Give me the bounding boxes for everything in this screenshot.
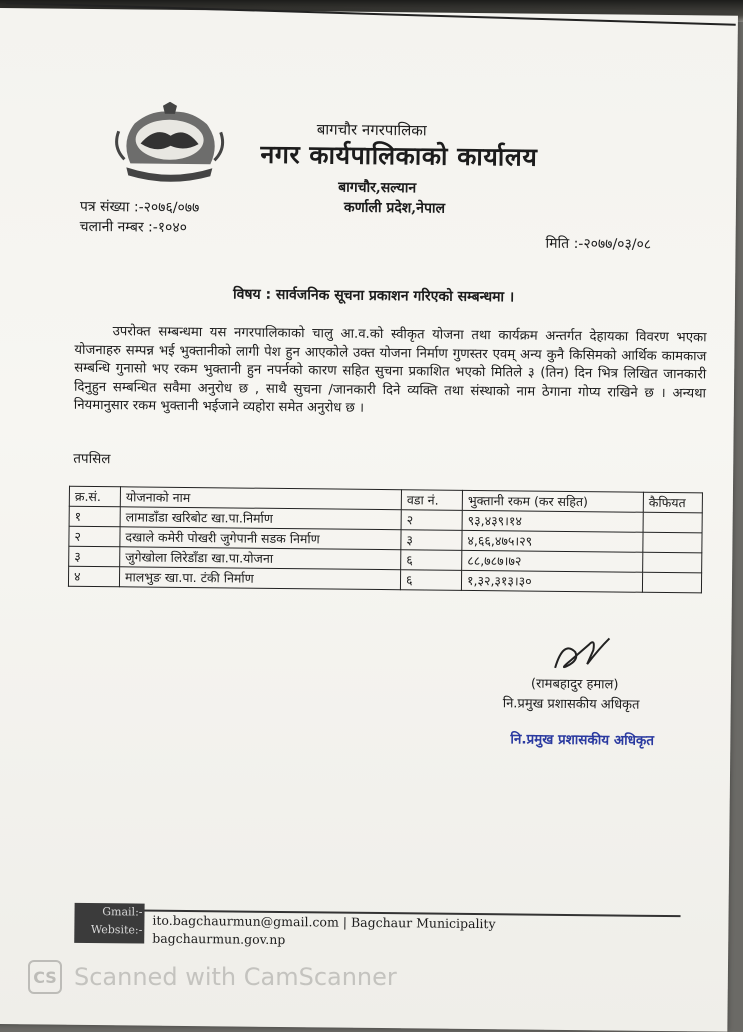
- col-header-amount: भुक्तानी रकम (कर सहित): [462, 490, 643, 512]
- dispatch-number: चलानी नम्बर :-१०४०: [79, 218, 188, 236]
- cell-amount: १,३२,३१३।३०: [461, 570, 642, 592]
- website-label: Website:-: [90, 923, 143, 937]
- cell-serial: ४: [68, 566, 119, 587]
- payment-schedule-table: [68, 486, 703, 594]
- subject-line: विषय : सार्वजनिक सूचना प्रकाशन गरिएको सम्बन्धमा ।: [232, 286, 515, 306]
- office-name: नगर कार्यपालिकाको कार्यालय: [260, 139, 538, 172]
- cell-remarks: [643, 552, 702, 573]
- cell-remarks: [643, 512, 702, 533]
- cell-project: जुगेखोला लिरेडाँडा खा.पा.योजना: [120, 547, 401, 570]
- cell-serial: ३: [69, 546, 120, 567]
- footer-labels: [74, 903, 144, 944]
- camscanner-logo-icon: CS: [28, 960, 62, 994]
- gmail-value: ito.bagchaurmun@gmail.com | Bagchaur Municipality: [152, 912, 496, 932]
- signature-mark-icon: [549, 630, 613, 677]
- cell-serial: २: [69, 526, 120, 547]
- letter-number: पत्र संख्या :-२०७६/०७७: [79, 198, 200, 217]
- cell-ward: २: [401, 510, 462, 531]
- notice-paragraph: उपरोक्त सम्बन्धमा यस नगरपालिकाको चालु आ.व.को स्वीकृत योजना तथा कार्यक्रम अन्तर्गत देहायका विवरण भएका योजनाहरु सम्पन्न भई भुक्तानीको लागी पेश हुन आएकोले उक्त योजना निर्माण गुणस्तर एवम् अन्य कुनै किसिमको आर्थिक कामकाज सम्बन्धि गुनासो भए रकम भुक्तानी हुन नपर्नको कारण सहित सुचना प्रकाशित भएको मितिले ३ (तिन) दिन भित्र लिखित जानकारी दिनुहुन सम्बन्धित सवैमा अनुरोध छ , साथै सुचना /जानकारी दिने व्यक्ति तथा संस्थाको नाम ठेगाना गोप्य राखिने छ । अन्यथा नियमानुसार रकम भुक्तानी भईजाने व्यहोरा समेत अनुरोध छ ।: [73, 324, 707, 417]
- cell-project: दखाले कमेरी पोखरी जुगेपानी सडक निर्माण: [120, 527, 401, 550]
- cell-remarks: [643, 532, 702, 553]
- camscanner-text: Scanned with CamScanner: [74, 963, 397, 991]
- municipality-name: बागचौर नगरपालिका: [316, 120, 427, 140]
- notice-body: [74, 323, 707, 423]
- address-line2: कर्णाली प्रदेश,नेपाल: [343, 199, 446, 217]
- footer-values: [152, 912, 495, 952]
- nepal-government-emblem-icon: [110, 101, 229, 184]
- official-stamp: नि.प्रमुख प्रशासकीय अधिकृत: [510, 731, 655, 749]
- col-header-remarks: कैफियत: [643, 492, 702, 513]
- cell-remarks: [642, 572, 701, 593]
- cell-amount: ८८,७८७।७२: [462, 550, 643, 572]
- col-header-serial: क्र.सं.: [69, 486, 120, 507]
- cell-ward: ३: [401, 530, 462, 551]
- col-header-ward: वडा नं.: [401, 490, 462, 511]
- cell-amount: ९३,४३९।१४: [462, 510, 643, 532]
- gmail-label: Gmail:-: [102, 905, 143, 919]
- camscanner-watermark: [28, 960, 397, 994]
- schedule-label: तपसिल: [73, 450, 111, 468]
- website-value: bagchaurmun.gov.np: [152, 930, 286, 948]
- cell-serial: १: [69, 506, 120, 527]
- cell-ward: ६: [401, 550, 462, 571]
- letter-date: मिति :-२०७७/०३/०८: [545, 235, 652, 253]
- cell-project: मालभुङ खा.पा. टंकी निर्माण: [119, 567, 400, 590]
- signatory-name: (रामबहादुर हमाल): [530, 676, 619, 693]
- document-page: [0, 8, 738, 1032]
- cell-amount: ४,६६,४७५।२९: [462, 530, 643, 552]
- address-line1: बागचौर,सल्यान: [338, 179, 417, 197]
- cell-project: लामाडाँडा खरिबोट खा.पा.निर्माण: [120, 507, 401, 530]
- col-header-project: योजनाको नाम: [120, 487, 401, 510]
- signatory-title: नि.प्रमुख प्रशासकीय अधिकृत: [502, 696, 640, 713]
- cell-ward: ६: [400, 570, 461, 591]
